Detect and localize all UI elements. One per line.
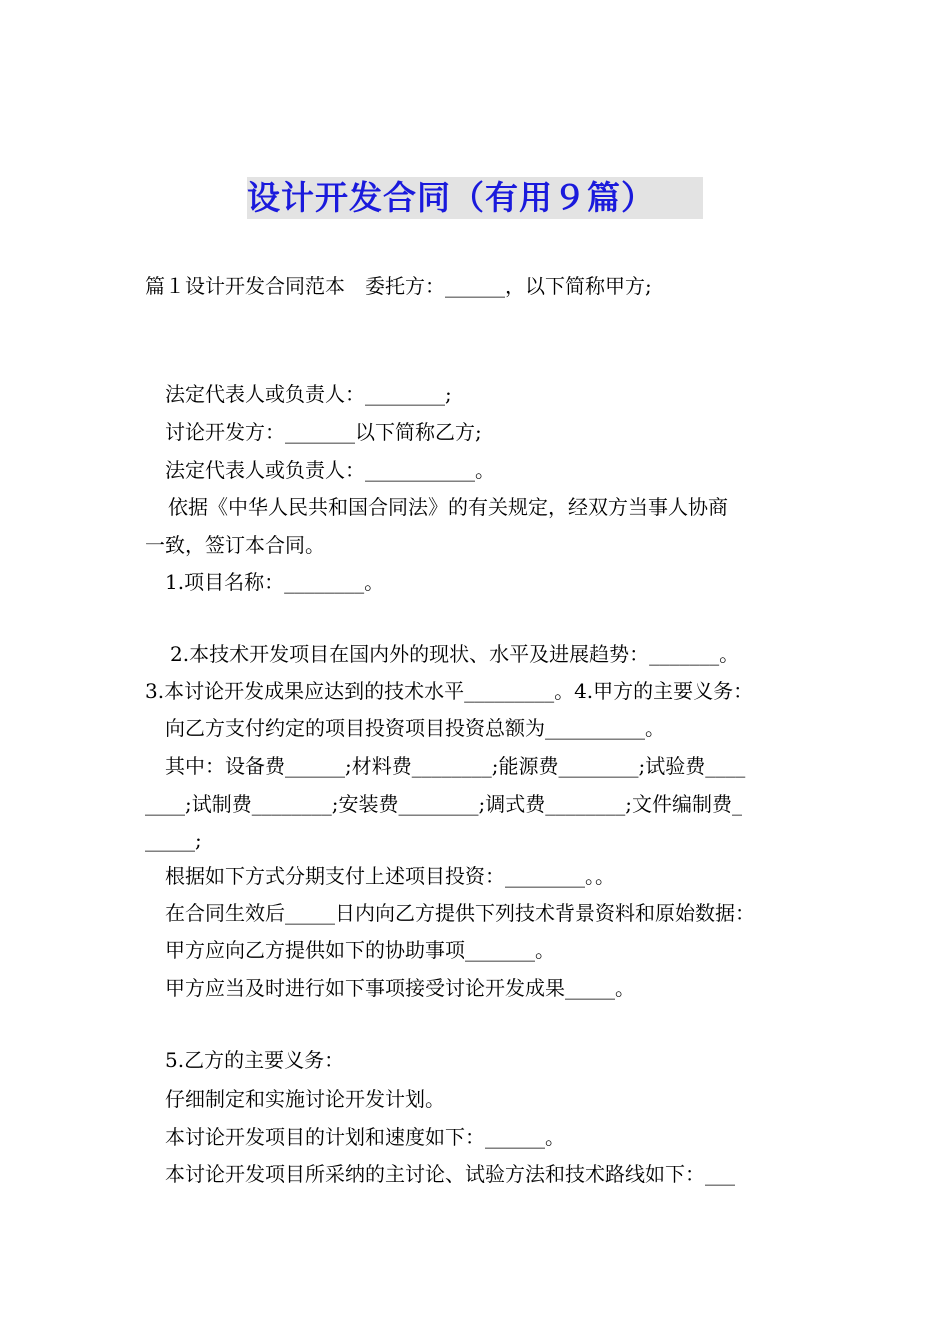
paragraph-line: ____;试制费________;安装费________;调式费________;文件编制费_ bbox=[145, 792, 742, 816]
paragraph-line: _____; bbox=[145, 828, 202, 852]
paragraph-line: 3.本讨论开发成果应达到的技术水平_________。4.甲方的主要义务： bbox=[145, 679, 754, 703]
paragraph-line: 法定代表人或负责人：___________。 bbox=[165, 458, 495, 482]
paragraph-line: 2.本技术开发项目在国内外的现状、水平及进展趋势：_______。 bbox=[170, 642, 740, 666]
document-title: 设计开发合同（有用９篇） bbox=[247, 177, 703, 219]
paragraph-line: 根据如下方式分期支付上述项目投资：________。。 bbox=[165, 864, 615, 888]
paragraph-line: 本讨论开发项目所采纳的主讨论、试验方法和技术路线如下：___ bbox=[165, 1162, 735, 1186]
paragraph-line: 讨论开发方：_______以下简称乙方; bbox=[165, 420, 482, 444]
paragraph-line: 本讨论开发项目的计划和速度如下：______。 bbox=[165, 1125, 565, 1149]
paragraph-line: 在合同生效后_____日内向乙方提供下列技术背景资料和原始数据： bbox=[165, 901, 755, 925]
paragraph-line: 向乙方支付约定的项目投资项目投资总额为__________。 bbox=[165, 716, 665, 740]
paragraph-line: 甲方应当及时进行如下事项接受讨论开发成果_____。 bbox=[165, 976, 635, 1000]
paragraph-line: 篇１设计开发合同范本 委托方：______，以下简称甲方; bbox=[145, 274, 652, 298]
paragraph-line: 法定代表人或负责人：________; bbox=[165, 382, 452, 406]
paragraph-line: 其中：设备费______;材料费________;能源费________;试验费____ bbox=[165, 754, 746, 778]
paragraph-line: 依据《中华人民共和国合同法》的有关规定，经双方当事人协商 bbox=[168, 495, 728, 519]
paragraph-line: 一致，签订本合同。 bbox=[145, 533, 325, 557]
paragraph-line: 甲方应向乙方提供如下的协助事项_______。 bbox=[165, 938, 555, 962]
paragraph-line: 1.项目名称：________。 bbox=[165, 570, 385, 594]
paragraph-line: 仔细制定和实施讨论开发计划。 bbox=[165, 1087, 445, 1111]
paragraph-line: 5.乙方的主要义务： bbox=[165, 1048, 345, 1072]
